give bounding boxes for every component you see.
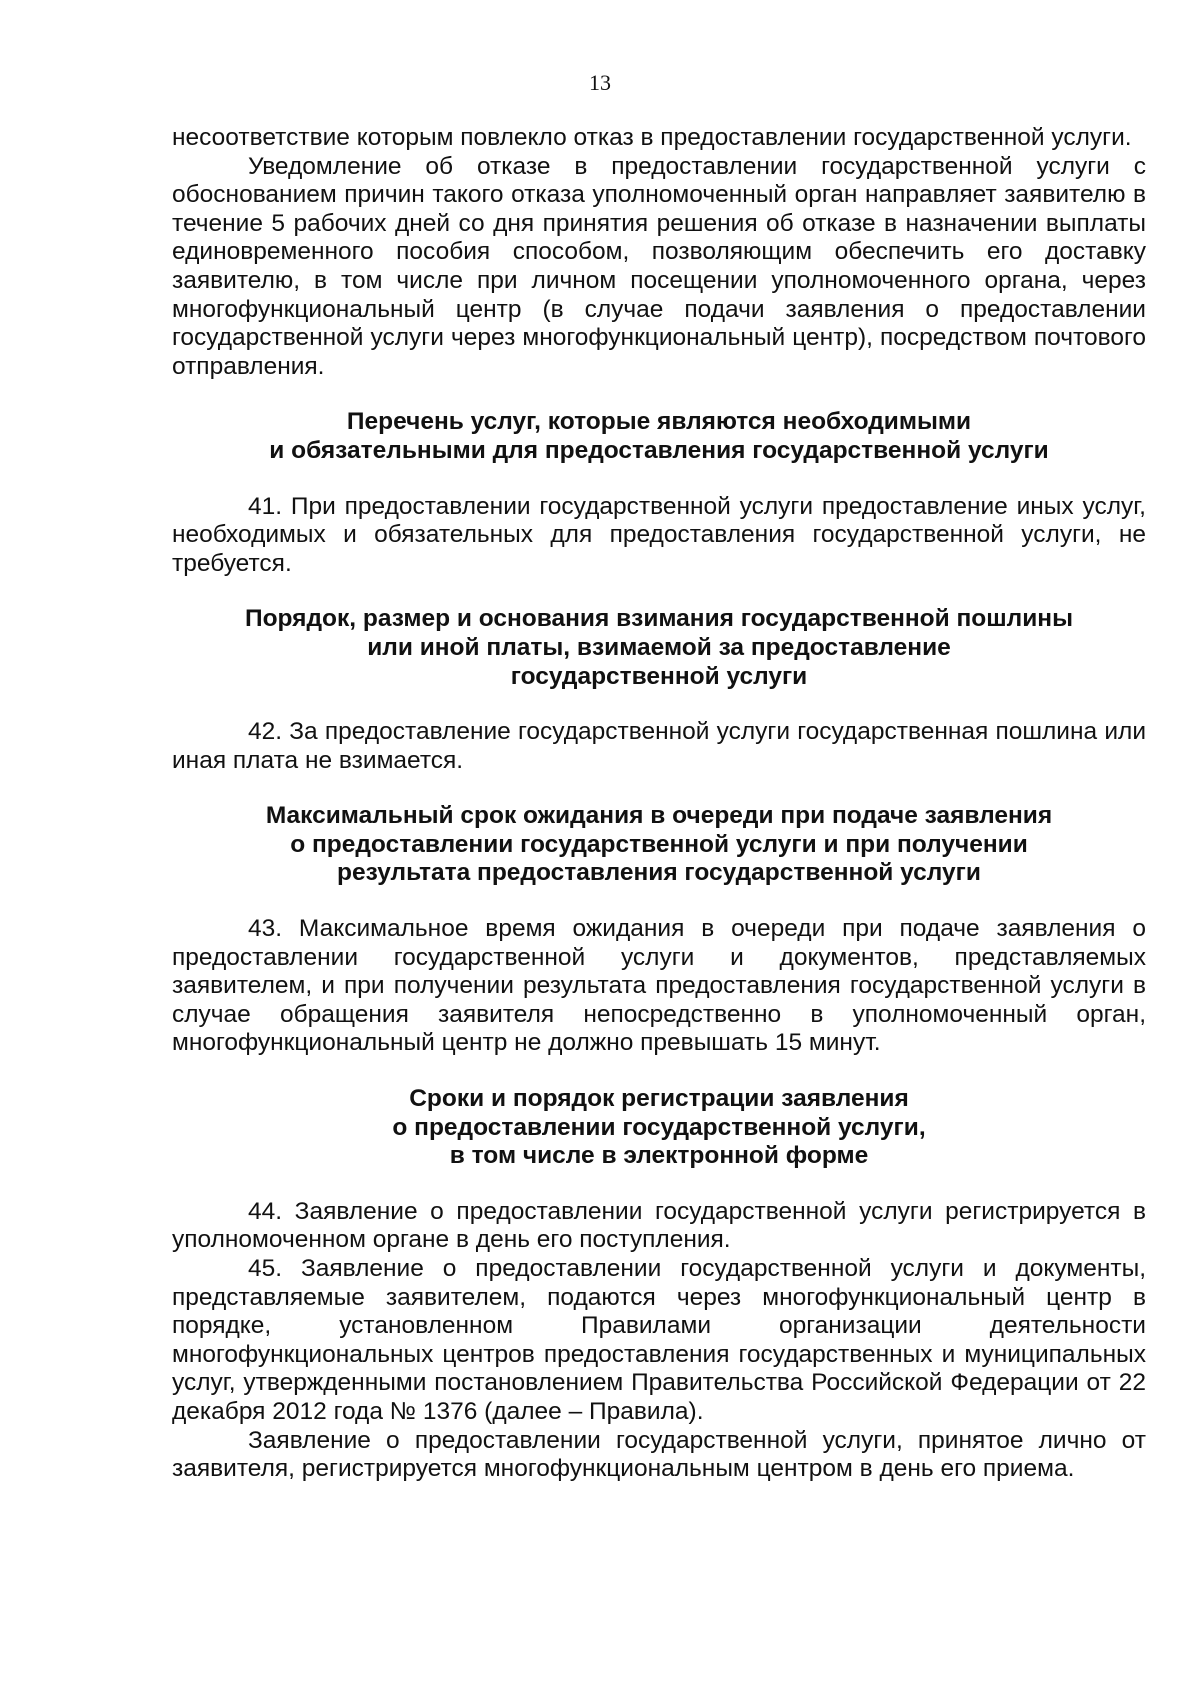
section-heading-queue-time: Максимальный срок ожидания в очереди при подаче заявления о предоставлении государственной услуги и при получении результата предоставления государственной услуги [265,802,1053,887]
paragraph-continued: несоответствие которым повлекло отказ в предоставлении государственной услуги. [172,124,1132,151]
paragraph-45: 45. Заявление о предоставлении государственной услуги и документы, представляемые заявителем, подаются через многофункциональный центр в порядке, установленном Правилами организации деятельности многофункциональных центров предоставления государственных и муниципальных услуг, утвержденными постановлением Правительства Российской Федерации от 22 декабря 2012 года № 1376 (далее – Правила). [172,1255,1146,1425]
paragraph-44: 44. Заявление о предоставлении государственной услуги регистрируется в уполномоченном органе в день его поступления. [172,1197,1146,1254]
paragraph-refusal-notice: Уведомление об отказе в предоставлении государственной услуги с обоснованием причин такого отказа уполномоченный орган направляет заявителю в течение 5 рабочих дней со дня принятия решения об отказе в назначении выплаты единовременного пособия способом, позволяющим обеспечить его доставку заявителю, в том числе при личном посещении уполномоченного органа, через многофункциональный центр (в случае подачи заявления о предоставлении государственной услуги через многофункциональный центр), посредством почтового отправления. [172,152,1146,380]
paragraph-41: 41. При предоставлении государственной услуги предоставление иных услуг, необходимых и обязательных для предоставления государственной услуги, не требуется. [172,492,1146,577]
section-heading-required-services: Перечень услуг, которые являются необходимыми и обязательными для предоставления государственной услуги [269,408,1049,464]
paragraph-45-continued: Заявление о предоставлении государственной услуги, принятое лично от заявителя, регистрируется многофункциональным центром в день его приема. [172,1426,1146,1483]
page-number: 13 [589,70,611,95]
section-heading-registration: Сроки и порядок регистрации заявления о предоставлении государственной услуги, в том числе в электронной форме [392,1085,926,1170]
paragraph-42: 42. За предоставление государственной услуги государственная пошлина или иная плата не взимается. [172,718,1146,774]
section-heading-state-fee: Порядок, размер и основания взимания государственной пошлины или иной платы, взимаемой за предоставление государственной услуги [244,605,1074,690]
paragraph-43: 43. Максимальное время ожидания в очереди при подаче заявления о предоставлении государственной услуги и документов, представляемых заявителем, и при получении результата предоставления государственной услуги в случае обращения заявителя непосредственно в уполномоченный орган, многофункциональный центр не должно превышать 15 минут. [172,915,1146,1057]
document-body [172,124,1146,1484]
